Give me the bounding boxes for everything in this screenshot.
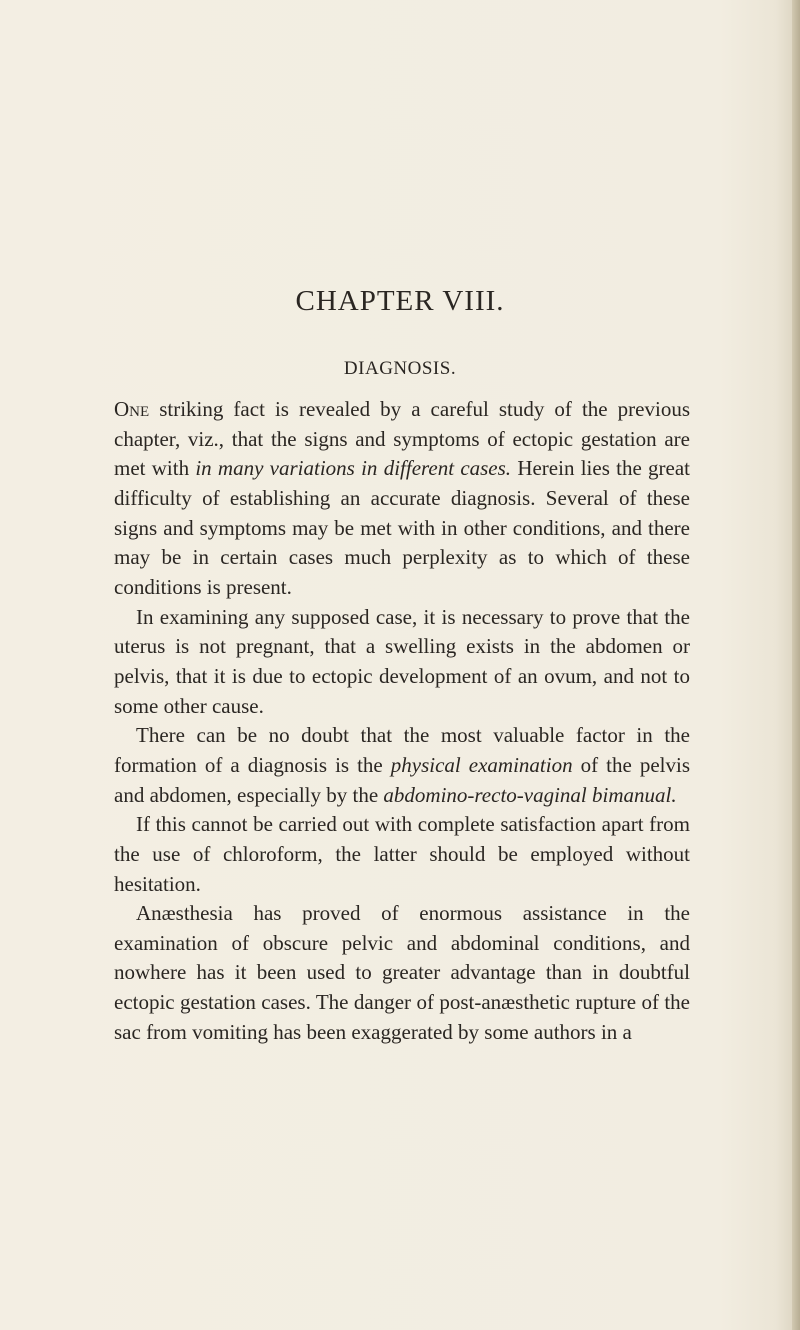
paragraph-3 bbox=[114, 721, 690, 810]
paragraph-4: If this cannot be carried out with complete satisfaction apart from the use of chloroform, the latter should be employed without hesitation. bbox=[114, 812, 690, 896]
paragraph-5: Anæsthesia has proved of enormous assistance in the examination of obscure pelvic and abdominal conditions, and nowhere has it been used to greater advantage than in doubtful ectopic gestation cases. The danger of post-anæsthetic rupture of the sac from vomiting has been exaggerated by some authors in a bbox=[114, 901, 690, 1044]
paragraph-2: In examining any supposed case, it is necessary to prove that the uterus is not pregnant, that a swelling exists in the abdomen or pelvis, that it is due to ectopic development of an ovum, and not to some other cause. bbox=[114, 604, 690, 718]
body-text bbox=[114, 395, 690, 1047]
paragraph-3-emphasis-b: abdomino-recto-vaginal bimanual. bbox=[383, 782, 677, 807]
paragraph-1-text-b: Herein lies the great difficulty of establishing an accurate diagnosis. Several of these signs and symptoms may be met with in other conditions, and there may be in certain cases much perplexity as to which of these conditions is present. bbox=[114, 456, 691, 599]
paragraph-1-lead: One bbox=[114, 397, 150, 421]
chapter-heading: CHAPTER VIII. bbox=[295, 285, 505, 317]
page-edge bbox=[792, 0, 800, 1330]
paragraph-3-text-b: of the pelvis and abdomen, especially by the bbox=[114, 752, 690, 807]
section-heading: DIAGNOSIS. bbox=[343, 358, 457, 379]
paragraph-1 bbox=[114, 395, 690, 603]
paragraph-1-emphasis: in many variations in different cases. bbox=[195, 456, 512, 481]
paragraph-3-text-a: There can be no doubt that the most valuable factor in the formation of a diagnosis is the bbox=[114, 723, 690, 777]
paragraph-3-emphasis-a: physical examination bbox=[390, 752, 573, 777]
paragraph-1-text-a: striking fact is revealed by a careful study of the previous chapter, viz., that the signs and symptoms of ectopic gestation are met with bbox=[114, 397, 690, 481]
